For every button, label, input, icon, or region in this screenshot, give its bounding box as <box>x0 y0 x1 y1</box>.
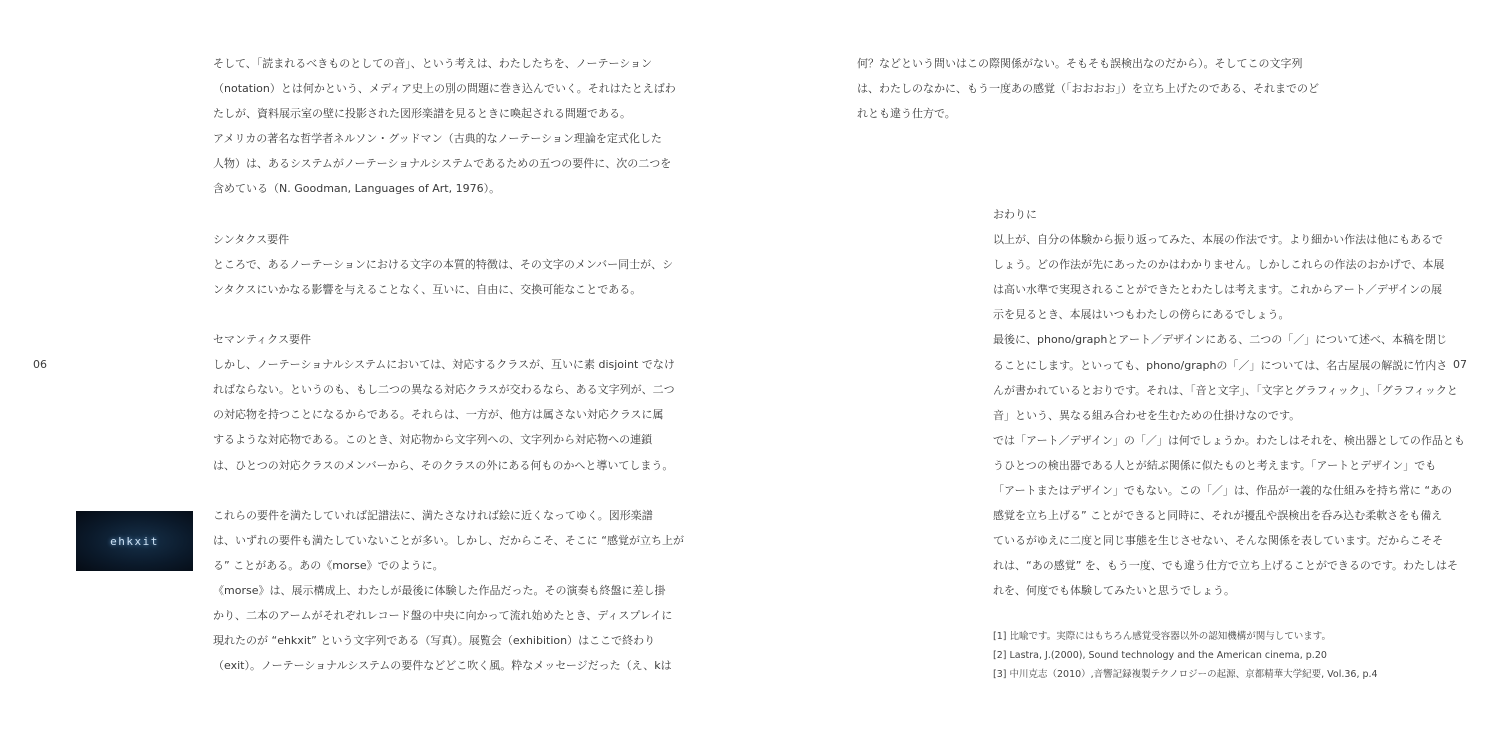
text-line: そして、「読まれるべきものとしての音」、という考えは、わたしたちを、ノーテーション <box>213 57 653 70</box>
text-line: 人物）は、あるシステムがノーテーショナルシステムであるための五つの要件に、次の二つを <box>213 157 672 171</box>
section-heading: おわりに <box>993 208 1037 221</box>
text-line: かり、二本のアームがそれぞれレコード盤の中央に向かって流れ始めたとき、ディスプレイに <box>213 609 673 623</box>
text-line: ンタクスにいかなる影響を与えることなく、互いに、自由に、交換可能なことである。 <box>213 282 642 296</box>
text-line: しょう。どの作法が先にあったのかはわかりません。しかしこれらの作法のおかげで、本展 <box>993 258 1445 272</box>
text-line: （exit）。ノーテーショナルシステムの要件などどこ吹く風。粋なメッセージだった（え、kは <box>213 659 672 673</box>
paragraph-spacer <box>213 202 684 227</box>
text-line: 「アートまたはデザイン」でもない。この「／」は、作品が一義的な仕組みを持ち常に “あの <box>993 484 1453 498</box>
text-line: は高い水準で実現されることができたとわたしは考えます。これからアート／デザインの展 <box>993 283 1443 297</box>
text-line: うひとつの検出器である人とが結ぶ関係に似たものと考えます。「アートとデザイン」でも <box>993 458 1437 472</box>
text-line: んが書かれているとおりです。それは、「音と文字」、「文字とグラフィック」、「グラフィックと <box>993 383 1458 397</box>
page-number-left: 06 <box>33 358 47 371</box>
text-line: ところで、あるノーテーションにおける文字の本質的特徴は、その文字のメンバー同士が、シ <box>213 257 674 271</box>
ehkxit-photo <box>76 511 193 571</box>
paragraph-spacer <box>213 302 684 327</box>
left-text-column <box>213 51 684 678</box>
footnote: [1] 比喩です。実際にはもちろん感覚受容器以外の認知機構が関与しています。 <box>993 631 1331 642</box>
text-line: では「アート／デザイン」の「／」は何でしょうか。わたしはそれを、検出器としての作品とも <box>993 433 1465 447</box>
photo-caption-text: ehkxit <box>110 534 159 548</box>
text-line: の対応物を持つことになるからである。それらは、一方が、他方は属さない対応クラスに属 <box>213 408 664 422</box>
text-line: たしが、資料展示室の壁に投影された図形楽譜を見るときに喚起される問題である。 <box>213 107 631 121</box>
text-line: れとも違う仕方で。 <box>857 107 956 121</box>
text-line: 何？などという問いはこの際関係がない。そもそも誤検出なのだから）。そしてこの文字列 <box>857 57 1303 70</box>
right-top-text-column <box>857 51 1319 126</box>
text-line: れは、“あの感覚” を、もう一度、でも違う仕方で立ち上げることができるのです。わたしはそ <box>993 559 1459 573</box>
text-line: る” ことがある。あの《morse》でのように。 <box>213 558 444 572</box>
text-line: は、わたしのなかに、もう一度あの感覚（「おおおお」）を立ち上げたのである、それまでのど <box>857 82 1319 96</box>
text-line: 感覚を立ち上げる” ことができると同時に、それが擾乱や誤検出を呑み込む柔軟さをも備え <box>993 509 1443 523</box>
text-line: 《morse》は、展示構成上、わたしが最後に体験した作品だった。その演奏も終盤に差し掛 <box>213 583 666 597</box>
footnotes <box>993 627 1378 684</box>
paragraph-spacer <box>213 478 684 503</box>
footnote: [2] Lastra, J.(2000), Sound technology and the American cinema, p.20 <box>993 650 1327 661</box>
text-line: は、ひとつの対応クラスのメンバーから、そのクラスの外にある何ものかへと導いてしまう。 <box>213 458 674 472</box>
text-line: 音」という、異なる組み合わせを生むための仕掛けなのです。 <box>993 408 1301 422</box>
section-heading: シンタクス要件 <box>213 232 290 246</box>
section-heading: セマンティクス要件 <box>213 333 312 347</box>
text-line: アメリカの著名な哲学者ネルソン・グッドマン（古典的なノーテーション理論を定式化した <box>213 132 662 146</box>
text-line: これらの要件を満たしていれば記譜法に、満たさなければ絵に近くなってゆく。図形楽譜 <box>213 508 653 522</box>
text-line: 含めている（N. Goodman, Languages of Art, 1976）。 <box>213 182 501 196</box>
text-line: するような対応物である。このとき、対応物から文字列への、文字列から対応物への連鎖 <box>213 433 653 447</box>
text-line: 現れたのが “ehkxit” という文字列である（写真）。展覧会（exhibition）はここで終わり <box>213 634 656 648</box>
text-line: しかし、ノーテーショナルシステムにおいては、対応するクラスが、互いに素 disjoint でなけ <box>213 358 675 372</box>
right-main-text-column <box>993 202 1465 604</box>
text-line: 示を見るとき、本展はいつもわたしの傍らにあるでしょう。 <box>993 308 1290 322</box>
text-line: ることにします。といっても、phono/graphの「／」については、名古屋展の解説に竹内さ <box>993 358 1448 372</box>
text-line: ているがゆえに二度と同じ事態を生じさせない、そんな関係を表しています。だからこそそ <box>993 534 1444 548</box>
text-line: 以上が、自分の体験から振り返ってみた、本展の作法です。より細かい作法は他にもあるで <box>993 233 1444 247</box>
footnote: [3] 中川克志（2010）,音響記録複製テクノロジーの起源、京都精華大学紀要, Vol.36, p.4 <box>993 669 1378 680</box>
text-line: ればならない。というのも、もし二つの異なる対応クラスが交わるなら、ある文字列が、二つ <box>213 383 675 397</box>
page-number-right: 07 <box>1453 358 1467 371</box>
text-line: れを、何度でも体験してみたいと思うでしょう。 <box>993 584 1235 598</box>
text-line: 最後に、phono/graphとアート／デザインにある、二つの「／」について述べ、本稿を閉じ <box>993 333 1447 347</box>
text-line: （notation）とは何かという、メディア史上の別の問題に巻き込んでいく。それはたとえばわ <box>213 82 676 96</box>
text-line: は、いずれの要件も満たしていないことが多い。しかし、だからこそ、そこに “感覚が立ち上が <box>213 533 684 547</box>
